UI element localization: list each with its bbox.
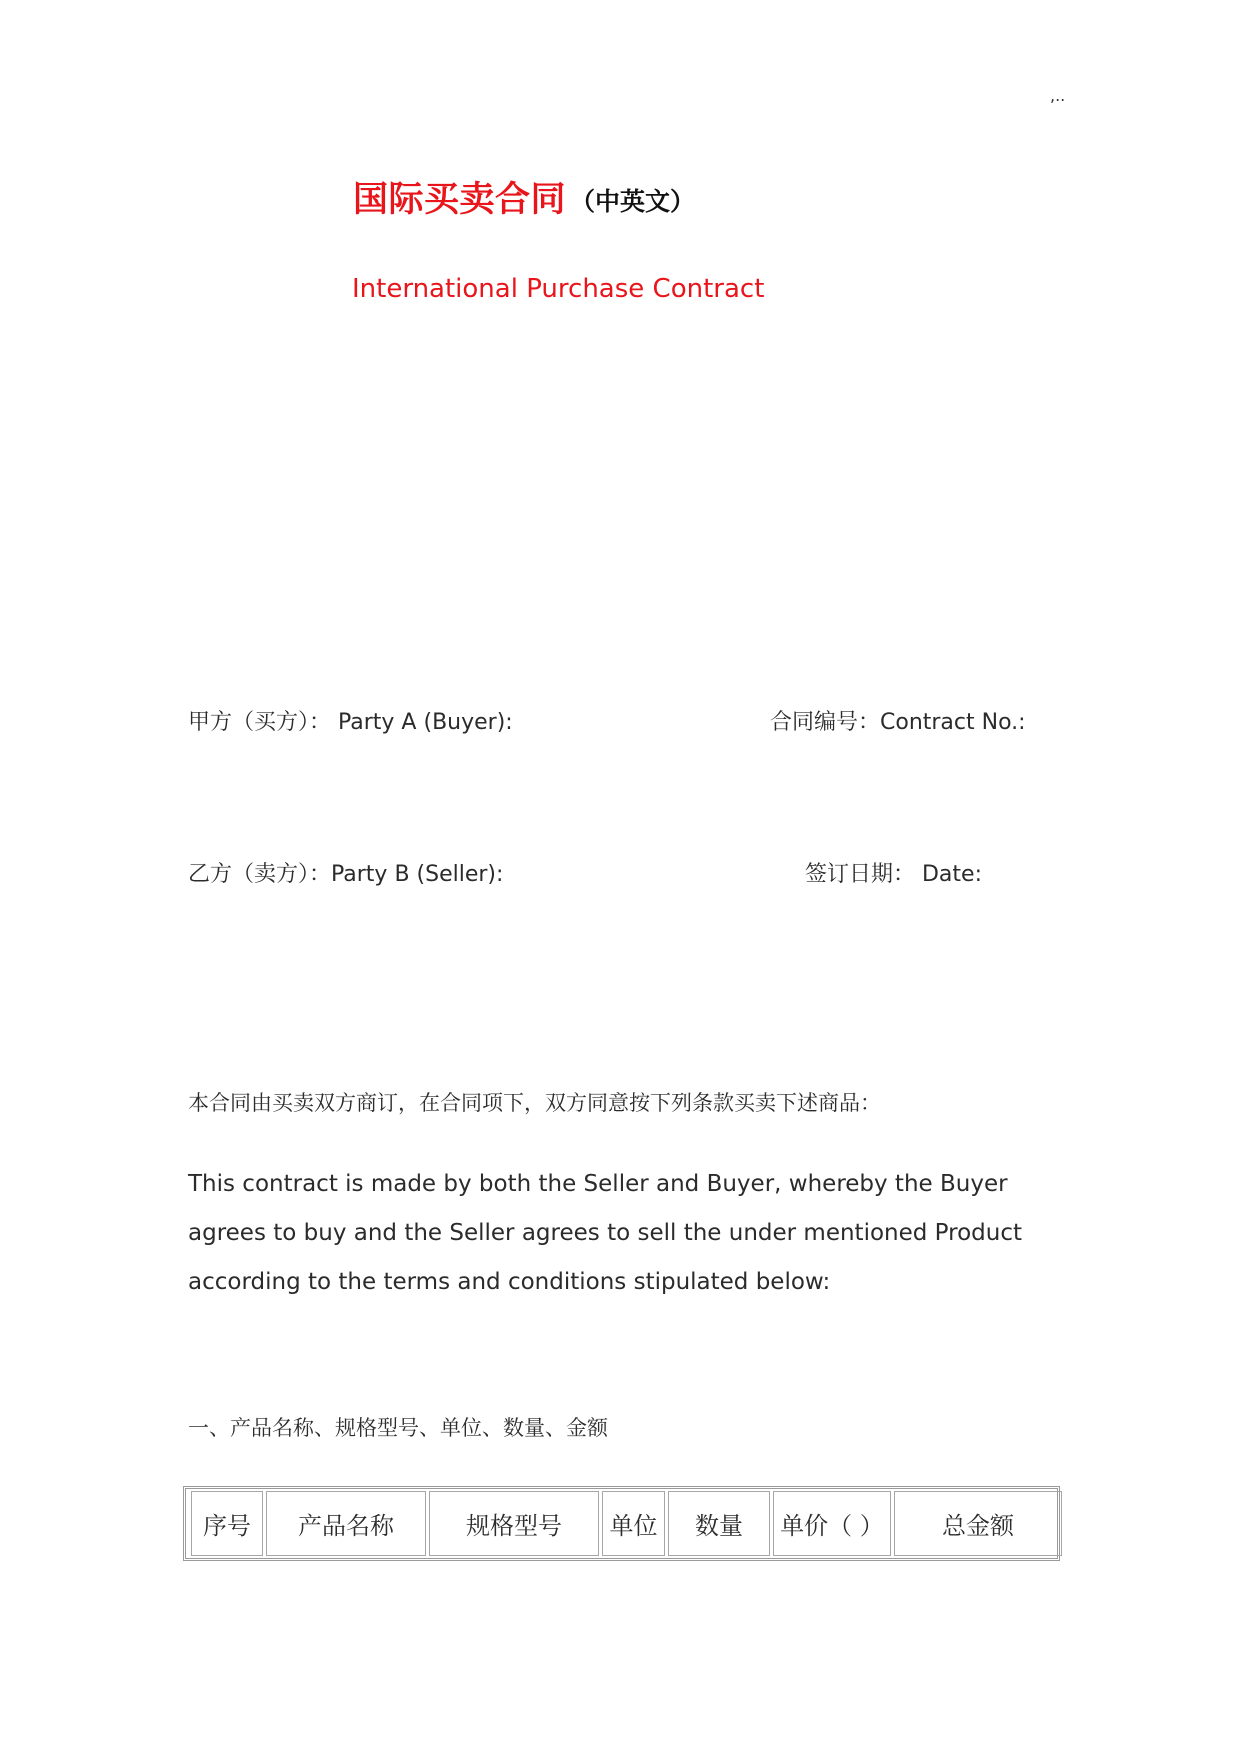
table-header-row [191,1491,1062,1556]
products-table [188,1491,1065,1556]
header-cell-unit: 单位 [602,1491,665,1556]
title-chinese-subtitle: （中英文） [570,187,696,216]
section-1-heading: 一、产品名称、规格型号、单位、数量、金额 [188,1416,608,1440]
party-b-label: 乙方（卖方）：Party B (Seller): [188,862,504,887]
header-cell-total-amount: 总金额 [894,1491,1062,1556]
header-cell-specification: 规格型号 [429,1491,599,1556]
header-cell-serial-no: 序号 [191,1491,263,1556]
contract-number-label: 合同编号：Contract No.: [770,710,1026,735]
intro-english: This contract is made by both the Seller and Buyer, whereby the Buyer agrees to buy and the Seller agrees to sell the under mentioned Product according to the terms and conditions stipulated below: [188,1171,1022,1295]
header-cell-product-name: 产品名称 [266,1491,426,1556]
header-cell-unit-price: 单价（ ） [773,1491,891,1556]
page-corner-mark: ,.. [1050,86,1066,105]
signing-date-label: 签订日期： Date: [805,862,982,887]
party-a-label: 甲方（买方）： Party A (Buyer): [188,710,513,735]
products-table-frame [183,1486,1060,1561]
header-cell-quantity: 数量 [668,1491,770,1556]
intro-chinese: 本合同由买卖双方商订，在合同项下，双方同意按下列条款买卖下述商品： [188,1091,881,1115]
title-english: International Purchase Contract [352,274,765,304]
title-chinese: 国际买卖合同 [353,180,567,220]
